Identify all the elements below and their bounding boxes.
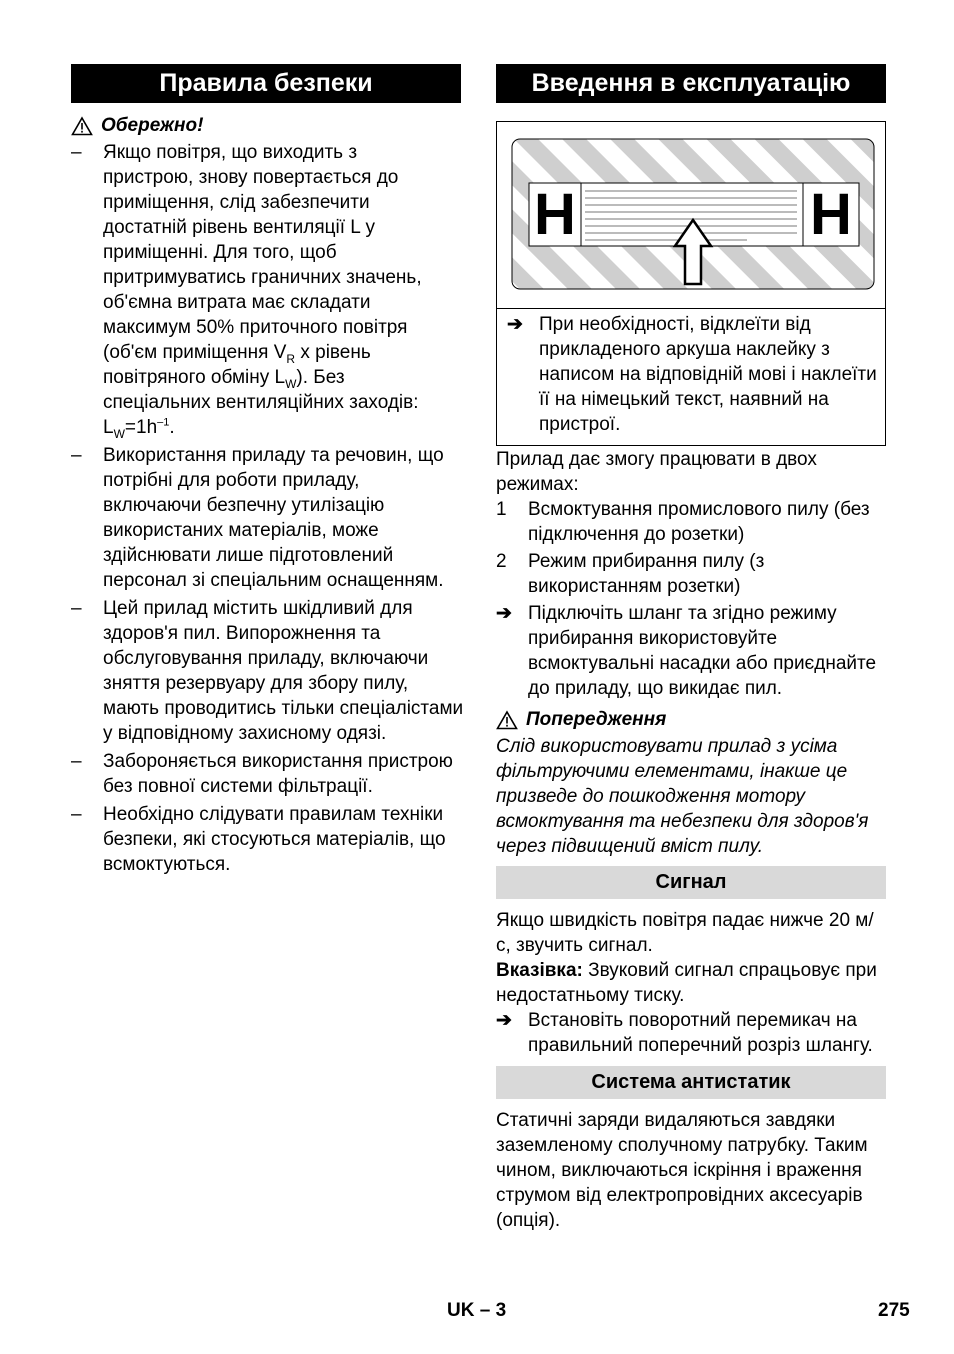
text-line: приміщенні. Для того, щоб: [103, 242, 337, 263]
text-line: достатній рівень вентиляції L у: [103, 217, 375, 238]
right-column: [496, 64, 886, 1233]
text-line: $L_W=1h^{-1}$.: [103, 416, 175, 441]
sticker-caption: При необхідності, відклеїти від прикладеного аркуша наклейку з написом на відповідній мові і наклеїти її на німецький текст, наявний на пристрої.: [539, 314, 877, 435]
caution-label: Попередження: [526, 709, 667, 730]
arrow-icon: ➔: [496, 1010, 512, 1031]
mode-number: 2: [496, 551, 507, 572]
arrow-icon: ➔: [496, 603, 512, 624]
mode-item: [496, 549, 886, 599]
sticker-illustration: [497, 122, 885, 309]
antistatic-text: Статичні заряди видаляються завдяки заземленому сполучному патрубку. Таким чином, виключаються іскріння і враження струмом від електропровідних аксесуарів (опція).: [496, 1110, 868, 1231]
arrow-icon: ➔: [507, 314, 523, 335]
warning-line: [71, 113, 461, 138]
text-line: максимум 50% приточного повітря: [103, 317, 408, 338]
list-item: [71, 596, 464, 746]
sticker-letter-right: H: [810, 182, 852, 247]
dash-marker: –: [71, 142, 82, 163]
warning-label: Обережно!: [101, 115, 204, 136]
text-line: (об'єм приміщення $V_R$ х рівень: [103, 342, 371, 366]
caution-text: Слід використовувати прилад з усіма фільтруючими елементами, інакше це призведе до пошкодження мотору всмоктування та небезпеки для здоров'я через підвищений вміст пилу.: [496, 736, 869, 857]
dash-marker: –: [71, 804, 82, 825]
step-text: Встановіть поворотний перемикач на правильний поперечний розріз шлангу.: [528, 1010, 873, 1056]
mode-text: Режим прибирання пилу (з використанням розетки): [528, 551, 765, 597]
page-label: UK – 3: [447, 1300, 507, 1321]
text-line: Якщо повітря, що виходить з: [103, 142, 358, 163]
step-text: Підключіть шланг та згідно режиму прибирання використовуйте всмоктувальні насадки або приєднайте до приладу, що викидає пил.: [528, 603, 877, 699]
antistatic-heading: Система антистатик: [496, 1066, 886, 1099]
signal-heading: Сигнал: [496, 866, 886, 899]
warning-triangle-icon: [71, 116, 93, 136]
list-item-text: Необхідно слідувати правилам техніки безпеки, які стосуються матеріалів, що всмоктуються.: [103, 804, 446, 875]
list-item-text: Цей прилад містить шкідливий для здоров'я пил. Випорожнення та обслуговування приладу, включаючи зняття резервуару для збору пилу, мають проводитись тільки спеціалістами у відповідному захисному одязі.: [103, 598, 464, 744]
mode-text: Всмоктування промислового пилу (без підключення до розетки): [528, 499, 870, 545]
dash-marker: –: [71, 751, 82, 772]
list-item-text: Використання приладу та речовин, що потрібні для роботи приладу, включаючи безпечну утилізацію використаних матеріалів, може здійснювати лише підготовлений персонал зі спеціальним оснащенням.: [103, 445, 444, 591]
text-line: приміщення, слід забезпечити: [103, 192, 370, 213]
signal-text: Якщо швидкість повітря падає нижче 20 м/с, звучить сигнал.: [496, 910, 874, 956]
text-line: повітряного обміну $L_W$). Без: [103, 367, 345, 391]
warning-triangle-icon: [496, 710, 518, 730]
list-item: [71, 443, 461, 593]
text-line: спеціальних вентиляційних заходів:: [103, 392, 419, 413]
page-number: 275: [878, 1300, 910, 1321]
list-item: [71, 140, 461, 440]
mode-number: 1: [496, 499, 507, 520]
note-text: Звуковий сигнал спрацьовує при недостатньому тиску.: [496, 960, 877, 1006]
list-item: [71, 802, 461, 877]
step-item: [496, 601, 886, 701]
text-line: пристрою, знову повертається до: [103, 167, 399, 188]
left-column: [71, 64, 464, 877]
dash-marker: –: [71, 445, 82, 466]
caution-line: [496, 707, 886, 732]
list-item-text: Забороняється використання пристрою без повної системи фільтрації.: [103, 751, 453, 797]
sticker-instruction: [497, 309, 885, 445]
safety-heading: Правила безпеки: [71, 64, 461, 103]
sticker-figure: [496, 121, 886, 446]
text-line: об'ємна витрата має складати: [103, 292, 371, 313]
text-line: притримуватись граничних значень,: [103, 267, 422, 288]
step-item: [496, 1008, 886, 1058]
sticker-letter-left: H: [534, 182, 576, 247]
list-item-text: [103, 140, 461, 440]
signal-note: [496, 958, 886, 1008]
list-item: [71, 749, 461, 799]
note-label: Вказівка:: [496, 960, 583, 981]
startup-heading: Введення в експлуатацію: [496, 64, 886, 103]
modes-intro: Прилад дає змогу працювати в двох режимах:: [496, 449, 817, 495]
dash-marker: –: [71, 598, 82, 619]
mode-item: [496, 497, 886, 547]
